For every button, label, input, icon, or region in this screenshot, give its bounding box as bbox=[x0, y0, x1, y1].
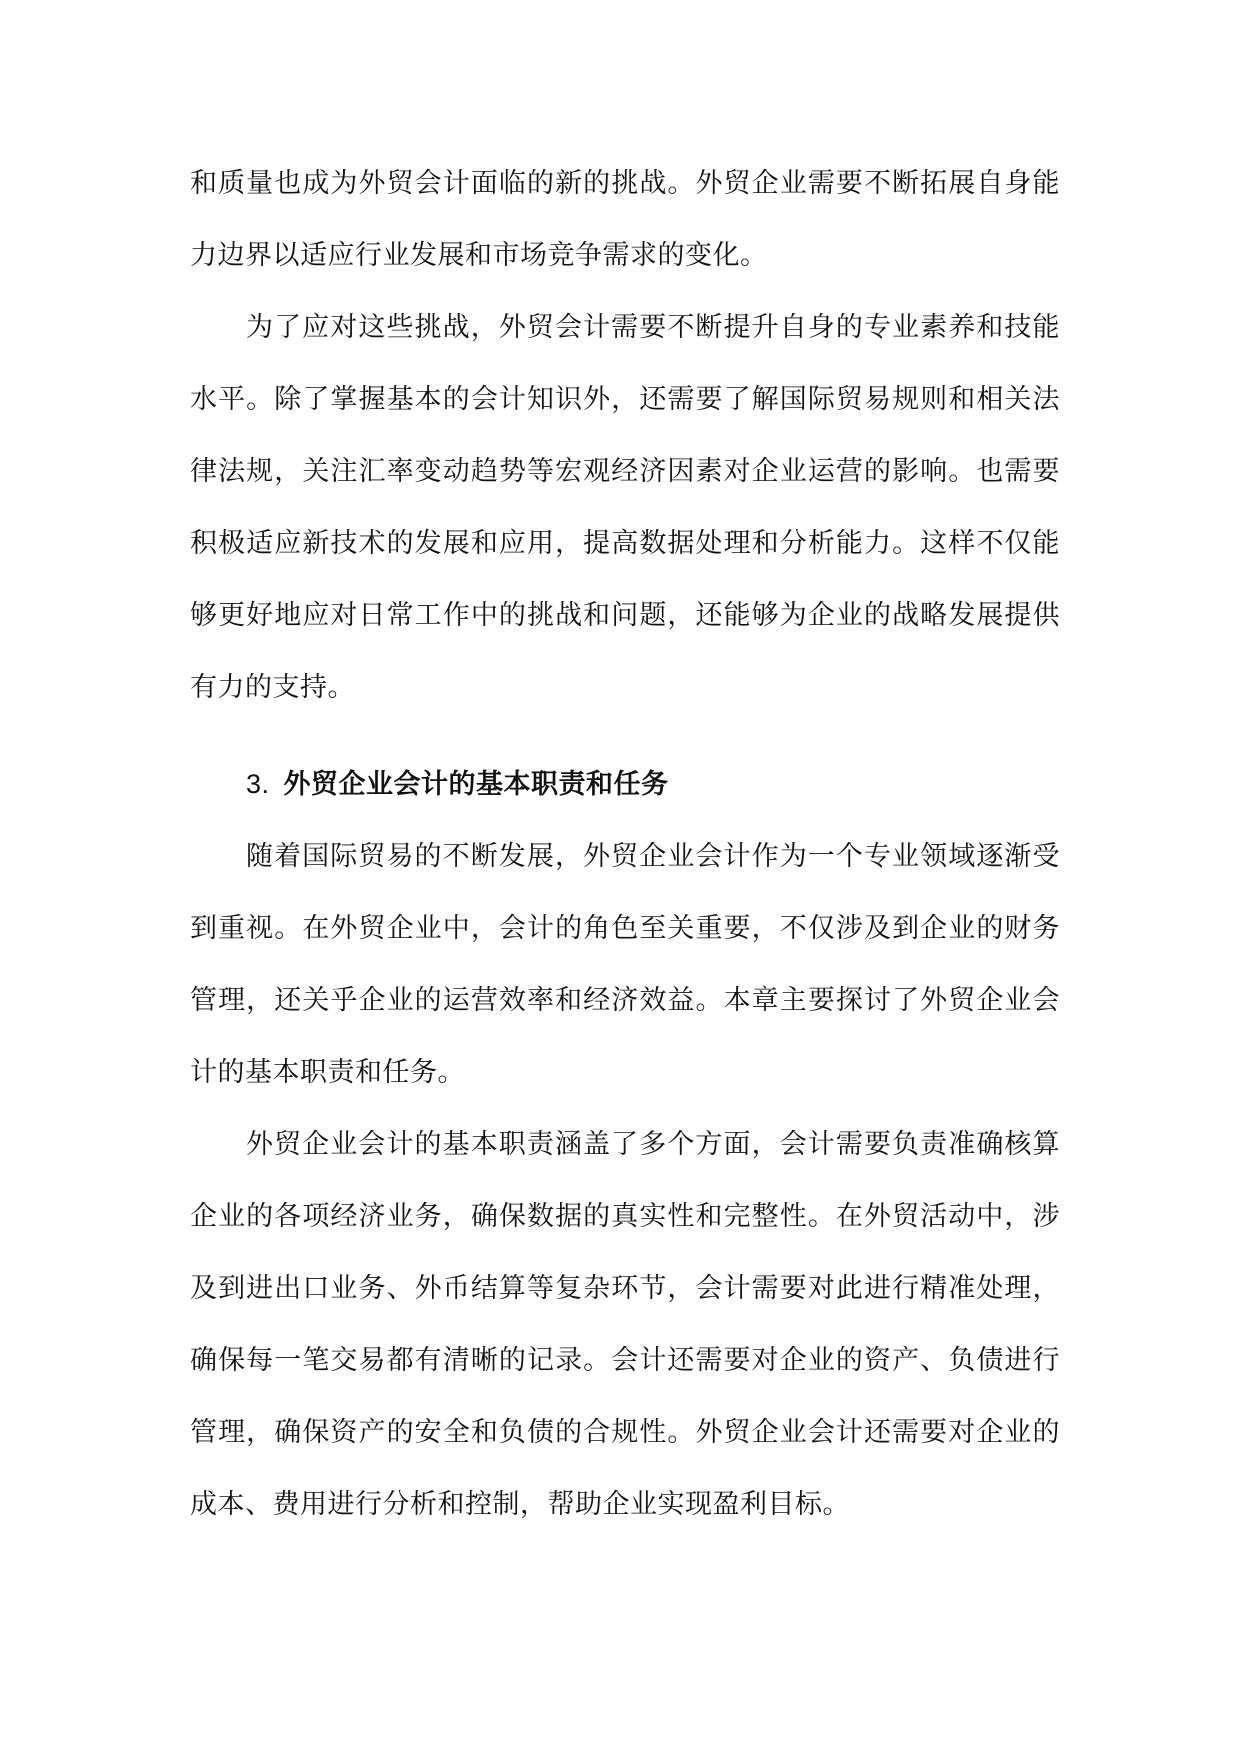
document-body bbox=[190, 148, 1060, 1541]
paragraph-duties: 外贸企业会计的基本职责涵盖了多个方面，会计需要负责准确核算企业的各项经济业务，确保数据的真实性和完整性。在外贸活动中，涉及到进出口业务、外币结算等复杂环节，会计需要对此进行精准处理，确保每一笔交易都有清晰的记录。会计还需要对企业的资产、负债进行管理，确保资产的安全和负债的合规性。外贸企业会计还需要对企业的成本、费用进行分析和控制，帮助企业实现盈利目标。 bbox=[190, 1129, 1060, 1520]
paragraph-continued: 和质量也成为外贸会计面临的新的挑战。外贸企业需要不断拓展自身能力边界以适应行业发展和市场竞争需求的变化。 bbox=[190, 168, 1060, 271]
section-number: 3. bbox=[246, 769, 270, 799]
section-title: 外贸企业会计的基本职责和任务 bbox=[283, 769, 669, 800]
paragraph-challenges: 为了应对这些挑战，外贸会计需要不断提升自身的专业素养和技能水平。除了掌握基本的会计知识外，还需要了解国际贸易规则和相关法律法规，关注汇率变动趋势等宏观经济因素对企业运营的影响。也需要积极适应新技术的发展和应用，提高数据处理和分析能力。这样不仅能够更好地应对日常工作中的挑战和问题，还能够为企业的战略发展提供有力的支持。 bbox=[190, 312, 1060, 703]
paragraph-intro: 随着国际贸易的不断发展，外贸企业会计作为一个专业领域逐渐受到重视。在外贸企业中，会计的角色至关重要，不仅涉及到企业的财务管理，还关乎企业的运营效率和经济效益。本章主要探讨了外贸企业会计的基本职责和任务。 bbox=[190, 841, 1060, 1088]
section-heading bbox=[190, 748, 1060, 821]
